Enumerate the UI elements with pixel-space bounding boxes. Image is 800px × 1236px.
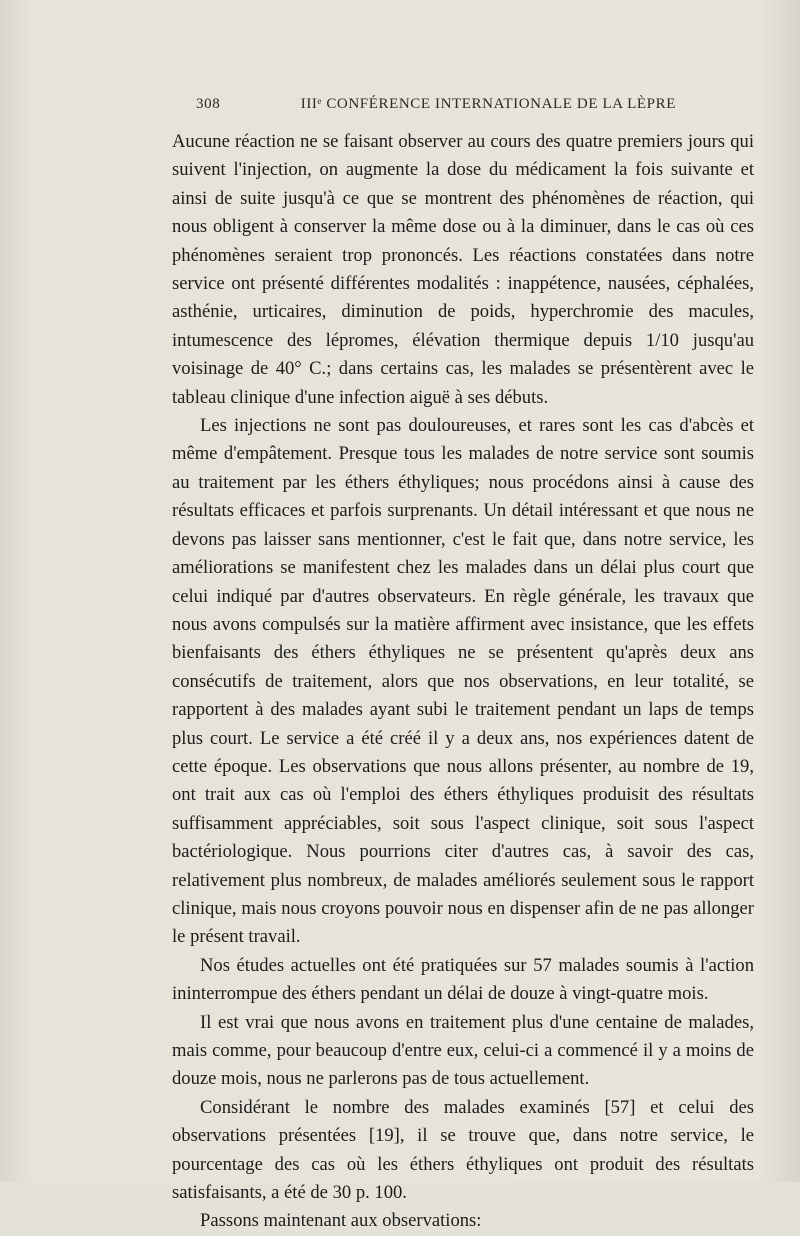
paragraph: Considérant le nombre des malades examinés [57] et celui des observations présentées [19], il se trouve que, dans notre service, le pourcentage des cas où les éthers éthyliques ont produit des résultats satisfaisants, a été de 30 p. 100. (172, 1096, 754, 1204)
running-header (196, 96, 676, 113)
paragraph: Il est vrai que nous avons en traitement plus d'une centaine de malades, mais comme, pour beaucoup d'entre eux, celui-ci a commencé il y a moins de douze mois, nous ne parlerons pas de tous actuellement. (172, 1011, 754, 1090)
paragraph: Aucune réaction ne se faisant observer au cours des quatre premiers jours qui suivent l'injection, on augmente la dose du médicament la fois suivante et ainsi de suite jusqu'à ce que se montrent des phénomènes de réaction, qui nous obligent à conserver la même dose ou à la diminuer, dans le cas où ces phénomènes seraient trop prononcés. Les réactions constatées dans notre service ont présenté différentes modalités : inappétence, nausées, céphalées, asthénie, urticaires, diminution de poids, hyperchromie des macules, intumescence des lépromes, élévation thermique depuis 1/10 jusqu'au voisinage de 40° C.; dans certains cas, les malades se présentèrent avec le tableau clinique d'une infection aiguë à ses débuts. (172, 131, 754, 408)
paragraph: Les injections ne sont pas douloureuses, et rares sont les cas d'abcès et même d'empâtement. Presque tous les malades de notre service sont soumis au traitement par les éthers éthyliques; nous procédons ainsi à cause des résultats efficaces et parfois surprenants. Un détail intéressant et que nous ne devons pas laisser sans mentionner, c'est le fait que, dans notre service, les améliorations se manifestent chez les malades dans un délai plus court que celui indiqué par d'autres observateurs. En règle générale, les travaux que nous avons compulsés sur la matière affirment avec insistance, que les effets bienfaisants des éthers éthyliques ne se présentent qu'après deux ans consécutifs de traitement, alors que nos observations, en leur totalité, se rapportent à des malades ayant subi le traitement pendant un laps de temps plus court. Le service a été créé il y a deux ans, nos expériences datent de cette époque. Les observations que nous allons présenter, au nombre de 19, ont trait aux cas où l'emploi des éthers éthyliques produisit des résultats suffisamment appréciables, soit sous l'aspect clinique, soit sous l'aspect bactériologique. Nous pourrions citer d'autres cas, à savoir des cas, relativement plus nombreux, de malades améliorés seulement sous le rapport clinique, mais nous croyons pouvoir nous en dispenser afin de ne pas allonger le présent travail. (172, 415, 754, 948)
page-number: 308 (196, 96, 221, 112)
paragraph: Passons maintenant aux observations: (200, 1210, 482, 1232)
running-title: IIIᵉ CONFÉRENCE INTERNATIONALE DE LA LÈPRE (300, 96, 676, 112)
paragraph: Nos études actuelles ont été pratiquées sur 57 malades soumis à l'action ininterrompue des éthers pendant un délai de douze à vingt-quatre mois. (172, 954, 754, 1005)
body-text (172, 128, 754, 1236)
